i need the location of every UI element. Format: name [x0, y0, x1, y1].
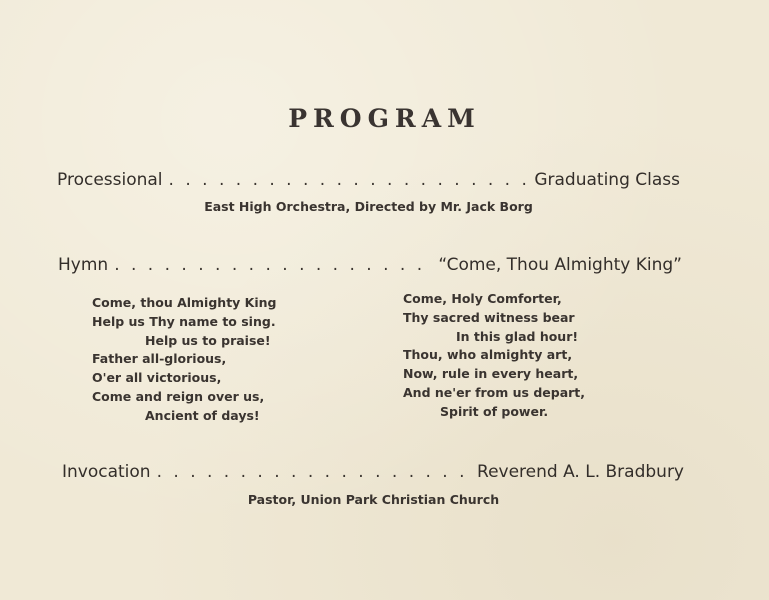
verse-line: Help us Thy name to sing. [92, 313, 276, 329]
hymn-title: “Come, Thou Almighty King” [438, 255, 682, 275]
verse-line: And ne'er from us depart, [403, 384, 586, 400]
verse-line: Come, Holy Comforter, [403, 291, 562, 306]
verse-line: O'er all victorious, [92, 370, 222, 386]
verse-line: Come, thou Almighty King [92, 295, 277, 310]
verse-line: Now, rule in every heart, [403, 366, 579, 382]
processional-performer: Graduating Class [534, 170, 680, 190]
verse-line: Thou, who almighty art, [403, 347, 573, 363]
invocation-performer: Reverend A. L. Bradbury [477, 462, 684, 482]
verse-line: Come and reign over us, [92, 388, 265, 404]
verse-line: Spirit of power. [440, 403, 549, 419]
processional-leader [169, 170, 529, 190]
verse-line: Ancient of days! [145, 407, 260, 423]
hymn-label: Hymn [58, 255, 109, 275]
invocation-leader [157, 462, 471, 482]
hymn-verse-1 [92, 294, 277, 426]
invocation-line [62, 462, 684, 482]
hymn-verse-2 [403, 290, 585, 422]
verse-line: Father all-glorious, [92, 351, 227, 367]
verse-line: In this glad hour! [456, 328, 579, 344]
invocation-note: Pastor, Union Park Christian Church [247, 492, 500, 507]
hymn-line [58, 255, 682, 275]
processional-note: East High Orchestra, Directed by Mr. Jack Borg [204, 199, 533, 214]
processional-line [57, 170, 680, 190]
page-title: PROGRAM [288, 104, 481, 133]
invocation-label: Invocation [62, 462, 151, 482]
verse-line: Help us to praise! [145, 332, 271, 348]
processional-label: Processional [57, 170, 163, 190]
verse-line: Thy sacred witness bear [403, 309, 575, 325]
hymn-leader [114, 255, 432, 275]
